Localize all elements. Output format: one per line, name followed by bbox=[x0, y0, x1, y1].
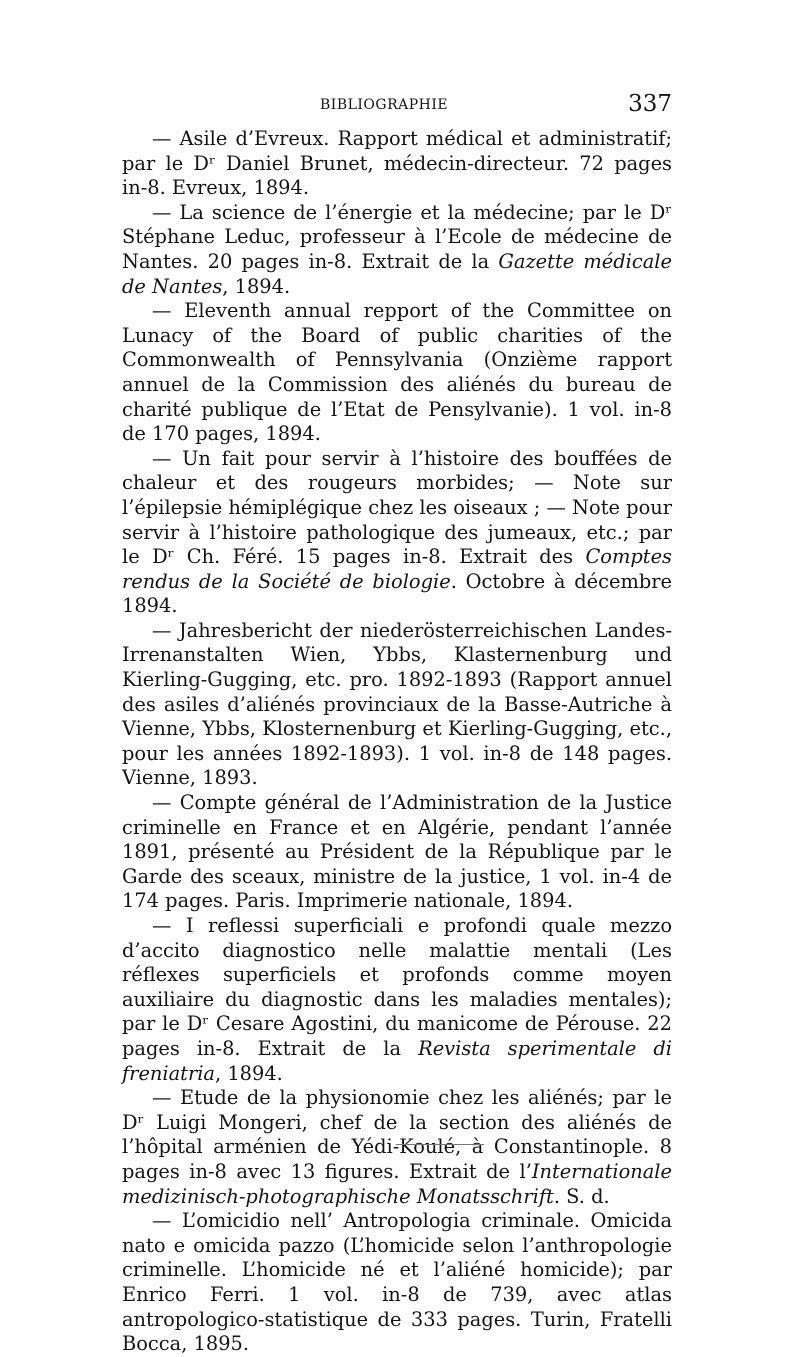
running-title: BIBLIOGRAPHIE bbox=[320, 97, 449, 113]
bibliography-entry: — La science de l’énergie et la médecine; par le Dʳ Stéphane Leduc, professeur à l’Ecole de médecine de Nantes. 20 pages in-8. Extrait de la Gazette médicale de Nantes, 1894. bbox=[122, 200, 672, 298]
bibliography-entry: — I reflessi superficiali e profondi quale mezzo d’accito diagnostico nelle malattie mentali (Les réflexes superficiels et profonds comme moyen auxiliaire du diagnostic dans les maladies mentales); par le Dʳ Cesare Agostini, du manicome de Pérouse. 22 pages in-8. Extrait de la Revista sperimentale di freniatria, 1894. bbox=[122, 914, 673, 1085]
bibliography-list bbox=[122, 127, 672, 1357]
bibliography-entry: — L’omicidio nell’ Antropologia criminale. Omicida nato e omicida pazzo (L’homicide selon l’anthropologie criminelle. L’homicide né et l’aliéné homicide); par Enrico Ferri. 1 vol. in-8 de 739, avec atlas antropologico-statistique de 333 pages. Turin, Fratelli Bocca, 1895. bbox=[122, 1209, 672, 1356]
journal-title: Internationale medizinisch-photographische Monatsschrift bbox=[122, 1159, 672, 1208]
bibliography-entry: — Asile d’Evreux. Rapport médical et administratif; par le Dʳ Daniel Brunet, médecin-directeur. 72 pages in-8. Evreux, 1894. bbox=[122, 127, 672, 200]
bibliography-entry: — Eleventh annual repport of the Committee on Lunacy of the Board of public charities of the Commonwealth of Pennsylvania (Onzième rapport annuel de la Commission des aliénés du bureau de charité publique de l’Etat de Pensylvanie). 1 vol. in-8 de 170 pages, 1894. bbox=[122, 299, 672, 446]
page-header bbox=[122, 91, 672, 129]
journal-title: Comptes rendus de la Société de biologie bbox=[122, 545, 672, 593]
journal-title: Gazette médicale de Nantes bbox=[122, 249, 672, 298]
bibliography-entry: — Un fait pour servir à l’histoire des bouffées de chaleur et des rougeurs morbides; — Note sur l’épilepsie hémiplégique chez les oiseaux ; — Note pour servir à l’histoire pathologique des jumeaux, etc.; par le Dʳ Ch. Féré. 15 pages in-8. Extrait des Comptes rendus de la Société de biologie. Octobre à décembre 1894. bbox=[122, 446, 672, 618]
journal-title: Revista sperimentale di freniatria bbox=[122, 1036, 673, 1085]
page-number: 337 bbox=[628, 91, 672, 117]
bibliography-entry: — Jahresbericht der niederösterreichischen Landes-Irrenanstalten Wien, Ybbs, Klasternenburg und Kierling-Gugging, etc. pro. 1892-1893 (Rapport annuel des asiles d’aliénés provinciaux de la Basse-Autriche à Vienne, Ybbs, Klosternenburg et Kierling-Gugging, etc., pour les années 1892-1893). 1 vol. in-8 de 148 pages. Vienne, 1893. bbox=[122, 618, 672, 790]
bibliography-entry: — Compte général de l’Administration de la Justice criminelle en France et en Algérie, pendant l’année 1891, présenté au Président de la République par le Garde des sceaux, ministre de la justice, 1 vol. in-4 de 174 pages. Paris. Imprimerie nationale, 1894. bbox=[122, 791, 672, 913]
bibliography-entry: — Etude de la physionomie chez les aliénés; par le Dʳ Luigi Mongeri, chef de la section des aliénés de l’hôpital arménien de Yédi-Koulé, à Constantinople. 8 pages in-8 avec 13 figures. Extrait de l’Internationale medizinisch-photographische Monatsschrift. S. d. bbox=[122, 1086, 672, 1208]
closing-rule bbox=[396, 1144, 484, 1145]
